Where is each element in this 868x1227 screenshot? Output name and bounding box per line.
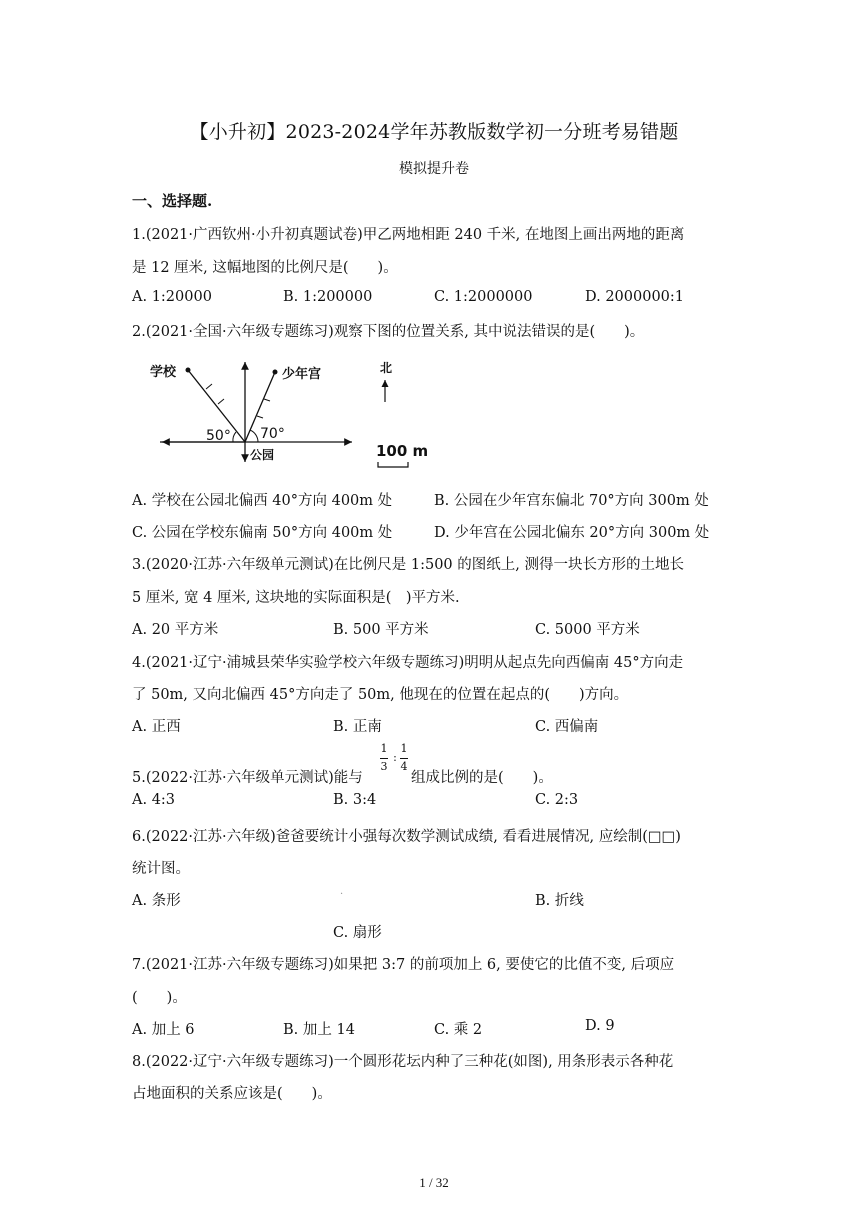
question-1-line-2: 是 12 厘米, 这幅地图的比例尺是( )。 (132, 260, 398, 276)
question-4-line-2: 了 50m, 又向北偏西 45°方向走了 50m, 他现在的位置在起点的( )方向。 (132, 687, 629, 703)
section-heading: 一、选择题. (132, 192, 213, 210)
page-number: 1 / 32 (419, 1175, 449, 1190)
question-4-line-1: 4.(2021·辽宁·浦城县荣华实验学校六年级专题练习)明明从起点先向西偏南 45°方向走 (132, 655, 684, 671)
question-1-option-a: A. 1:20000 (132, 289, 212, 305)
question-3-line-1: 3.(2020·江苏·六年级单元测试)在比例尺是 1:500 的图纸上, 测得一块长方形的土地长 (132, 557, 684, 573)
question-5-option-b: B. 3:4 (333, 792, 377, 808)
question-8-line-2: 占地面积的关系应该是( )。 (132, 1086, 332, 1102)
angle-right-label: 70° (260, 426, 285, 442)
question-7-option-d: D. 9 (585, 1018, 615, 1034)
question-1-option-b: B. 1:200000 (283, 289, 373, 305)
question-5-prefix: 5.(2022·江苏·六年级单元测试)能与 (132, 770, 363, 786)
scale-bar (378, 462, 408, 467)
question-7-line-1: 7.(2021·江苏·六年级专题练习)如果把 3:7 的前项加上 6, 要使它的比值不变, 后项应 (132, 957, 675, 973)
question-2-option-c: C. 公园在学校东偏南 50°方向 400m 处 (132, 525, 393, 541)
question-2-option-a: A. 学校在公园北偏西 40°方向 400m 处 (132, 493, 393, 509)
ratio-colon: : (393, 751, 397, 764)
question-1-line-1: 1.(2021·广西钦州·小升初真题试卷)甲乙两地相距 240 千米, 在地图上画出两地的距离 (132, 227, 685, 243)
question-2-option-b: B. 公园在少年宫东偏北 70°方向 300m 处 (434, 493, 709, 509)
question-2-option-d: D. 少年宫在公园北偏东 20°方向 300m 处 (434, 525, 710, 541)
north-label: 北 (380, 361, 393, 375)
question-1-option-d: D. 2000000:1 (585, 289, 685, 305)
fraction-2-bar (400, 758, 408, 759)
question-4-option-a: A. 正西 (132, 719, 181, 735)
school-point (186, 368, 191, 373)
question-2-line-1: 2.(2021·全国·六年级专题练习)观察下图的位置关系, 其中说法错误的是( )。 (132, 324, 645, 340)
direction-figure (140, 350, 440, 475)
question-8-line-1: 8.(2022·辽宁·六年级专题练习)一个圆形花坛内种了三种花(如图), 用条形表示各种花 (132, 1054, 674, 1070)
question-4-option-c: C. 西偏南 (535, 719, 599, 735)
fraction-2-denominator: 4 (400, 760, 408, 773)
fraction-1-denominator: 3 (380, 760, 388, 773)
scale-label: 100 m (376, 442, 429, 460)
question-3-option-b: B. 500 平方米 (333, 622, 429, 638)
angle-left-label: 50° (206, 428, 231, 444)
question-7-line-2: ( )。 (132, 990, 187, 1006)
question-6-line-1: 6.(2022·江苏·六年级)爸爸要统计小强每次数学测试成绩, 看看进展情况, 应绘制(□□) (132, 829, 681, 845)
palace-label: 少年宫 (282, 367, 322, 382)
question-1-option-c: C. 1:2000000 (434, 289, 533, 305)
question-7-option-b: B. 加上 14 (283, 1022, 355, 1038)
question-3-option-c: C. 5000 平方米 (535, 622, 640, 638)
document-title: 【小升初】2023-2024学年苏教版数学初一分班考易错题 (189, 121, 679, 143)
fraction-1-numerator: 1 (380, 742, 388, 755)
fraction-1-bar (380, 758, 388, 759)
question-7-option-a: A. 加上 6 (132, 1022, 195, 1038)
question-5-option-c: C. 2:3 (535, 792, 579, 808)
document-subtitle: 模拟提升卷 (399, 161, 469, 177)
school-label: 学校 (150, 365, 177, 380)
question-4-option-b: B. 正南 (333, 719, 382, 735)
question-6-option-b: B. 折线 (535, 893, 584, 909)
question-6-option-a: A. 条形 (132, 893, 181, 909)
fraction-2-numerator: 1 (400, 742, 408, 755)
question-5-suffix: 组成比例的是( )。 (411, 770, 553, 786)
palace-point (273, 370, 278, 375)
question-6-option-c: C. 扇形 (333, 925, 382, 941)
park-label: 公园 (250, 448, 275, 462)
question-6-line-2: 统计图。 (132, 861, 190, 877)
question-5-option-a: A. 4:3 (132, 792, 176, 808)
question-3-line-2: 5 厘米, 宽 4 厘米, 这块地的实际面积是( )平方米. (132, 590, 460, 606)
question-3-option-a: A. 20 平方米 (132, 622, 219, 638)
question-7-option-c: C. 乘 2 (434, 1022, 483, 1038)
stray-mark: · (340, 889, 344, 900)
